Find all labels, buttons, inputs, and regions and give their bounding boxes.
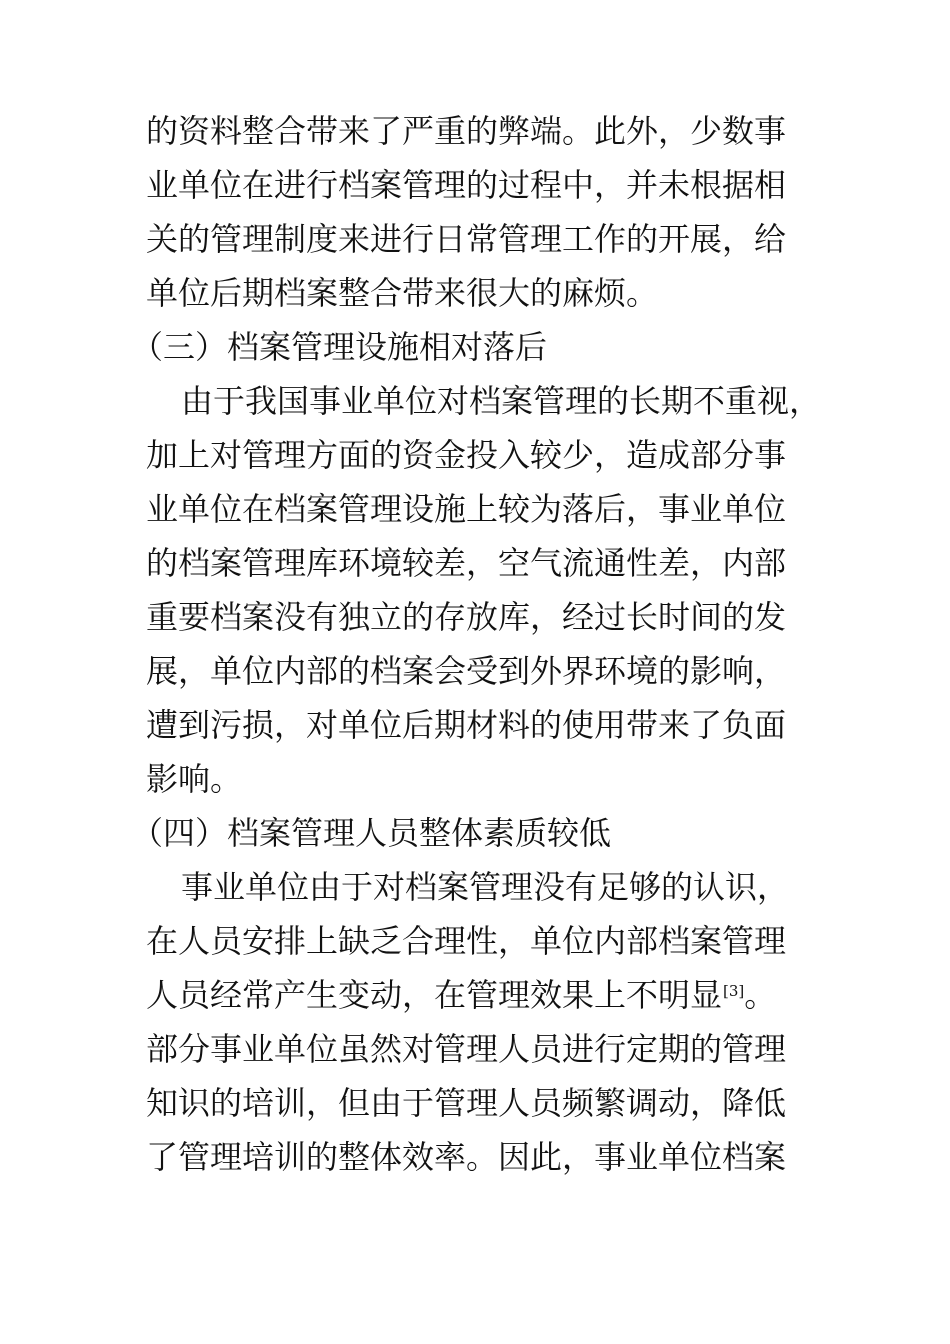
body-line: 知识的培训，但由于管理人员频繁调动，降低 [146, 1084, 787, 1122]
section-heading-4: （四）档案管理人员整体素质较低 [131, 814, 612, 852]
body-line: 重要档案没有独立的存放库，经过长时间的发 [146, 598, 787, 636]
citation-ref[interactable]: [3] [723, 982, 745, 1000]
body-line: 事业单位由于对档案管理没有足够的认识， [181, 868, 790, 906]
body-line: 的档案管理库环境较差，空气流通性差，内部 [146, 544, 787, 582]
body-line: 关的管理制度来进行日常管理工作的开展，给 [146, 220, 787, 258]
body-line: 由于我国事业单位对档案管理的长期不重视， [181, 382, 822, 420]
body-line: 在人员安排上缺乏合理性，单位内部档案管理 [146, 922, 787, 960]
body-line: 加上对管理方面的资金投入较少，造成部分事 [146, 436, 787, 474]
body-line: 业单位在进行档案管理的过程中，并未根据相 [146, 166, 787, 204]
body-text: 人员经常产生变动，在管理效果上不明显 [146, 976, 723, 1014]
body-line: 单位后期档案整合带来很大的麻烦。 [146, 274, 659, 312]
body-text: 。 [744, 976, 777, 1014]
body-line: 的资料整合带来了严重的弊端。此外，少数事 [146, 112, 787, 150]
body-line: 部分事业单位虽然对管理人员进行定期的管理 [146, 1030, 787, 1068]
body-line: 展，单位内部的档案会受到外界环境的影响， [146, 652, 787, 690]
body-line: 业单位在档案管理设施上较为落后，事业单位 [146, 490, 787, 528]
body-line: 了管理培训的整体效率。因此，事业单位档案 [146, 1138, 787, 1176]
body-line: 影响。 [146, 760, 243, 798]
body-line-with-citation [146, 975, 776, 1015]
body-line: 遭到污损，对单位后期材料的使用带来了负面 [146, 706, 787, 744]
section-heading-3: （三）档案管理设施相对落后 [131, 328, 548, 366]
